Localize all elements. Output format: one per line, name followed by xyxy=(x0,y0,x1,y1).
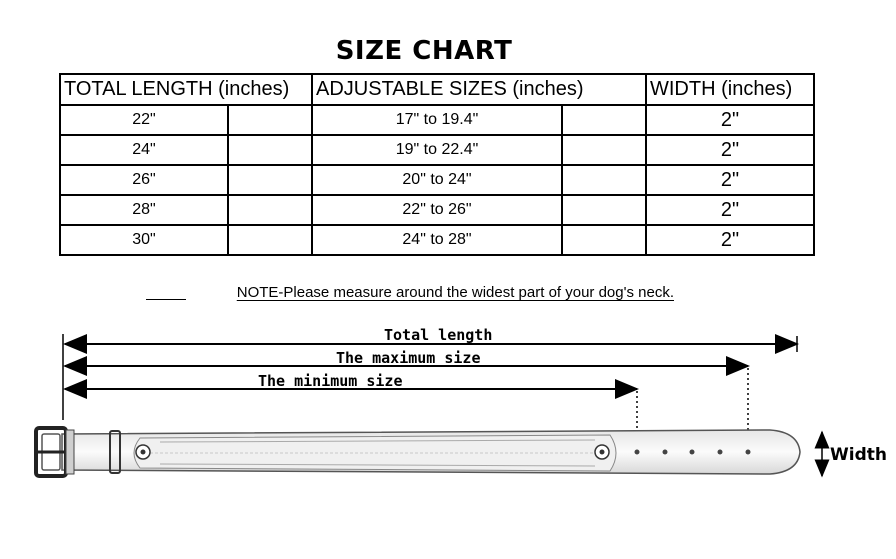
total-length-cell: 26" xyxy=(60,165,228,195)
table-row xyxy=(60,135,814,165)
empty-cell xyxy=(562,135,646,165)
rivet-icon xyxy=(136,445,150,459)
hole-icon xyxy=(635,450,640,455)
empty-cell xyxy=(562,165,646,195)
total-length-label: Total length xyxy=(384,326,493,344)
collar-strap xyxy=(62,430,800,474)
minimum-size-label: The minimum size xyxy=(258,372,403,390)
keeper-loop-icon xyxy=(110,431,120,473)
header-adjustable-sizes: ADJUSTABLE SIZES (inches) xyxy=(312,74,646,105)
adjustable-size-cell: 20" to 24" xyxy=(312,165,562,195)
adjustable-size-cell: 17" to 19.4" xyxy=(312,105,562,135)
hole-icon xyxy=(718,450,723,455)
table-row xyxy=(60,195,814,225)
total-length-cell: 24" xyxy=(60,135,228,165)
width-cell: 2" xyxy=(646,105,814,135)
header-width: WIDTH (inches) xyxy=(646,74,814,105)
adjustable-size-cell: 22" to 26" xyxy=(312,195,562,225)
rivet-icon xyxy=(595,445,609,459)
width-cell: 2" xyxy=(646,225,814,255)
table-row xyxy=(60,225,814,255)
empty-cell xyxy=(228,135,312,165)
empty-cell xyxy=(228,225,312,255)
size-chart-table xyxy=(59,73,815,256)
total-length-cell: 22" xyxy=(60,105,228,135)
empty-cell xyxy=(562,225,646,255)
maximum-size-label: The maximum size xyxy=(336,349,481,367)
hole-icon xyxy=(690,450,695,455)
empty-cell xyxy=(562,195,646,225)
empty-cell xyxy=(228,195,312,225)
total-length-cell: 28" xyxy=(60,195,228,225)
table-row xyxy=(60,105,814,135)
width-cell: 2" xyxy=(646,165,814,195)
width-label: Width xyxy=(830,445,887,465)
width-cell: 2" xyxy=(646,135,814,165)
adjustable-size-cell: 19" to 22.4" xyxy=(312,135,562,165)
buckle-icon xyxy=(36,428,120,476)
adjustable-size-cell: 24" to 28" xyxy=(312,225,562,255)
width-cell: 2" xyxy=(646,195,814,225)
empty-cell xyxy=(228,105,312,135)
empty-cell xyxy=(562,105,646,135)
table-row xyxy=(60,165,814,195)
table-header-row xyxy=(60,74,814,105)
empty-cell xyxy=(228,165,312,195)
measure-note: NOTE-Please measure around the widest part of your dog's neck. xyxy=(236,284,674,301)
header-total-length: TOTAL LENGTH (inches) xyxy=(60,74,312,105)
total-length-cell: 30" xyxy=(60,225,228,255)
hole-icon xyxy=(663,450,668,455)
hole-icon xyxy=(746,450,751,455)
page-title: SIZE CHART xyxy=(335,36,513,66)
